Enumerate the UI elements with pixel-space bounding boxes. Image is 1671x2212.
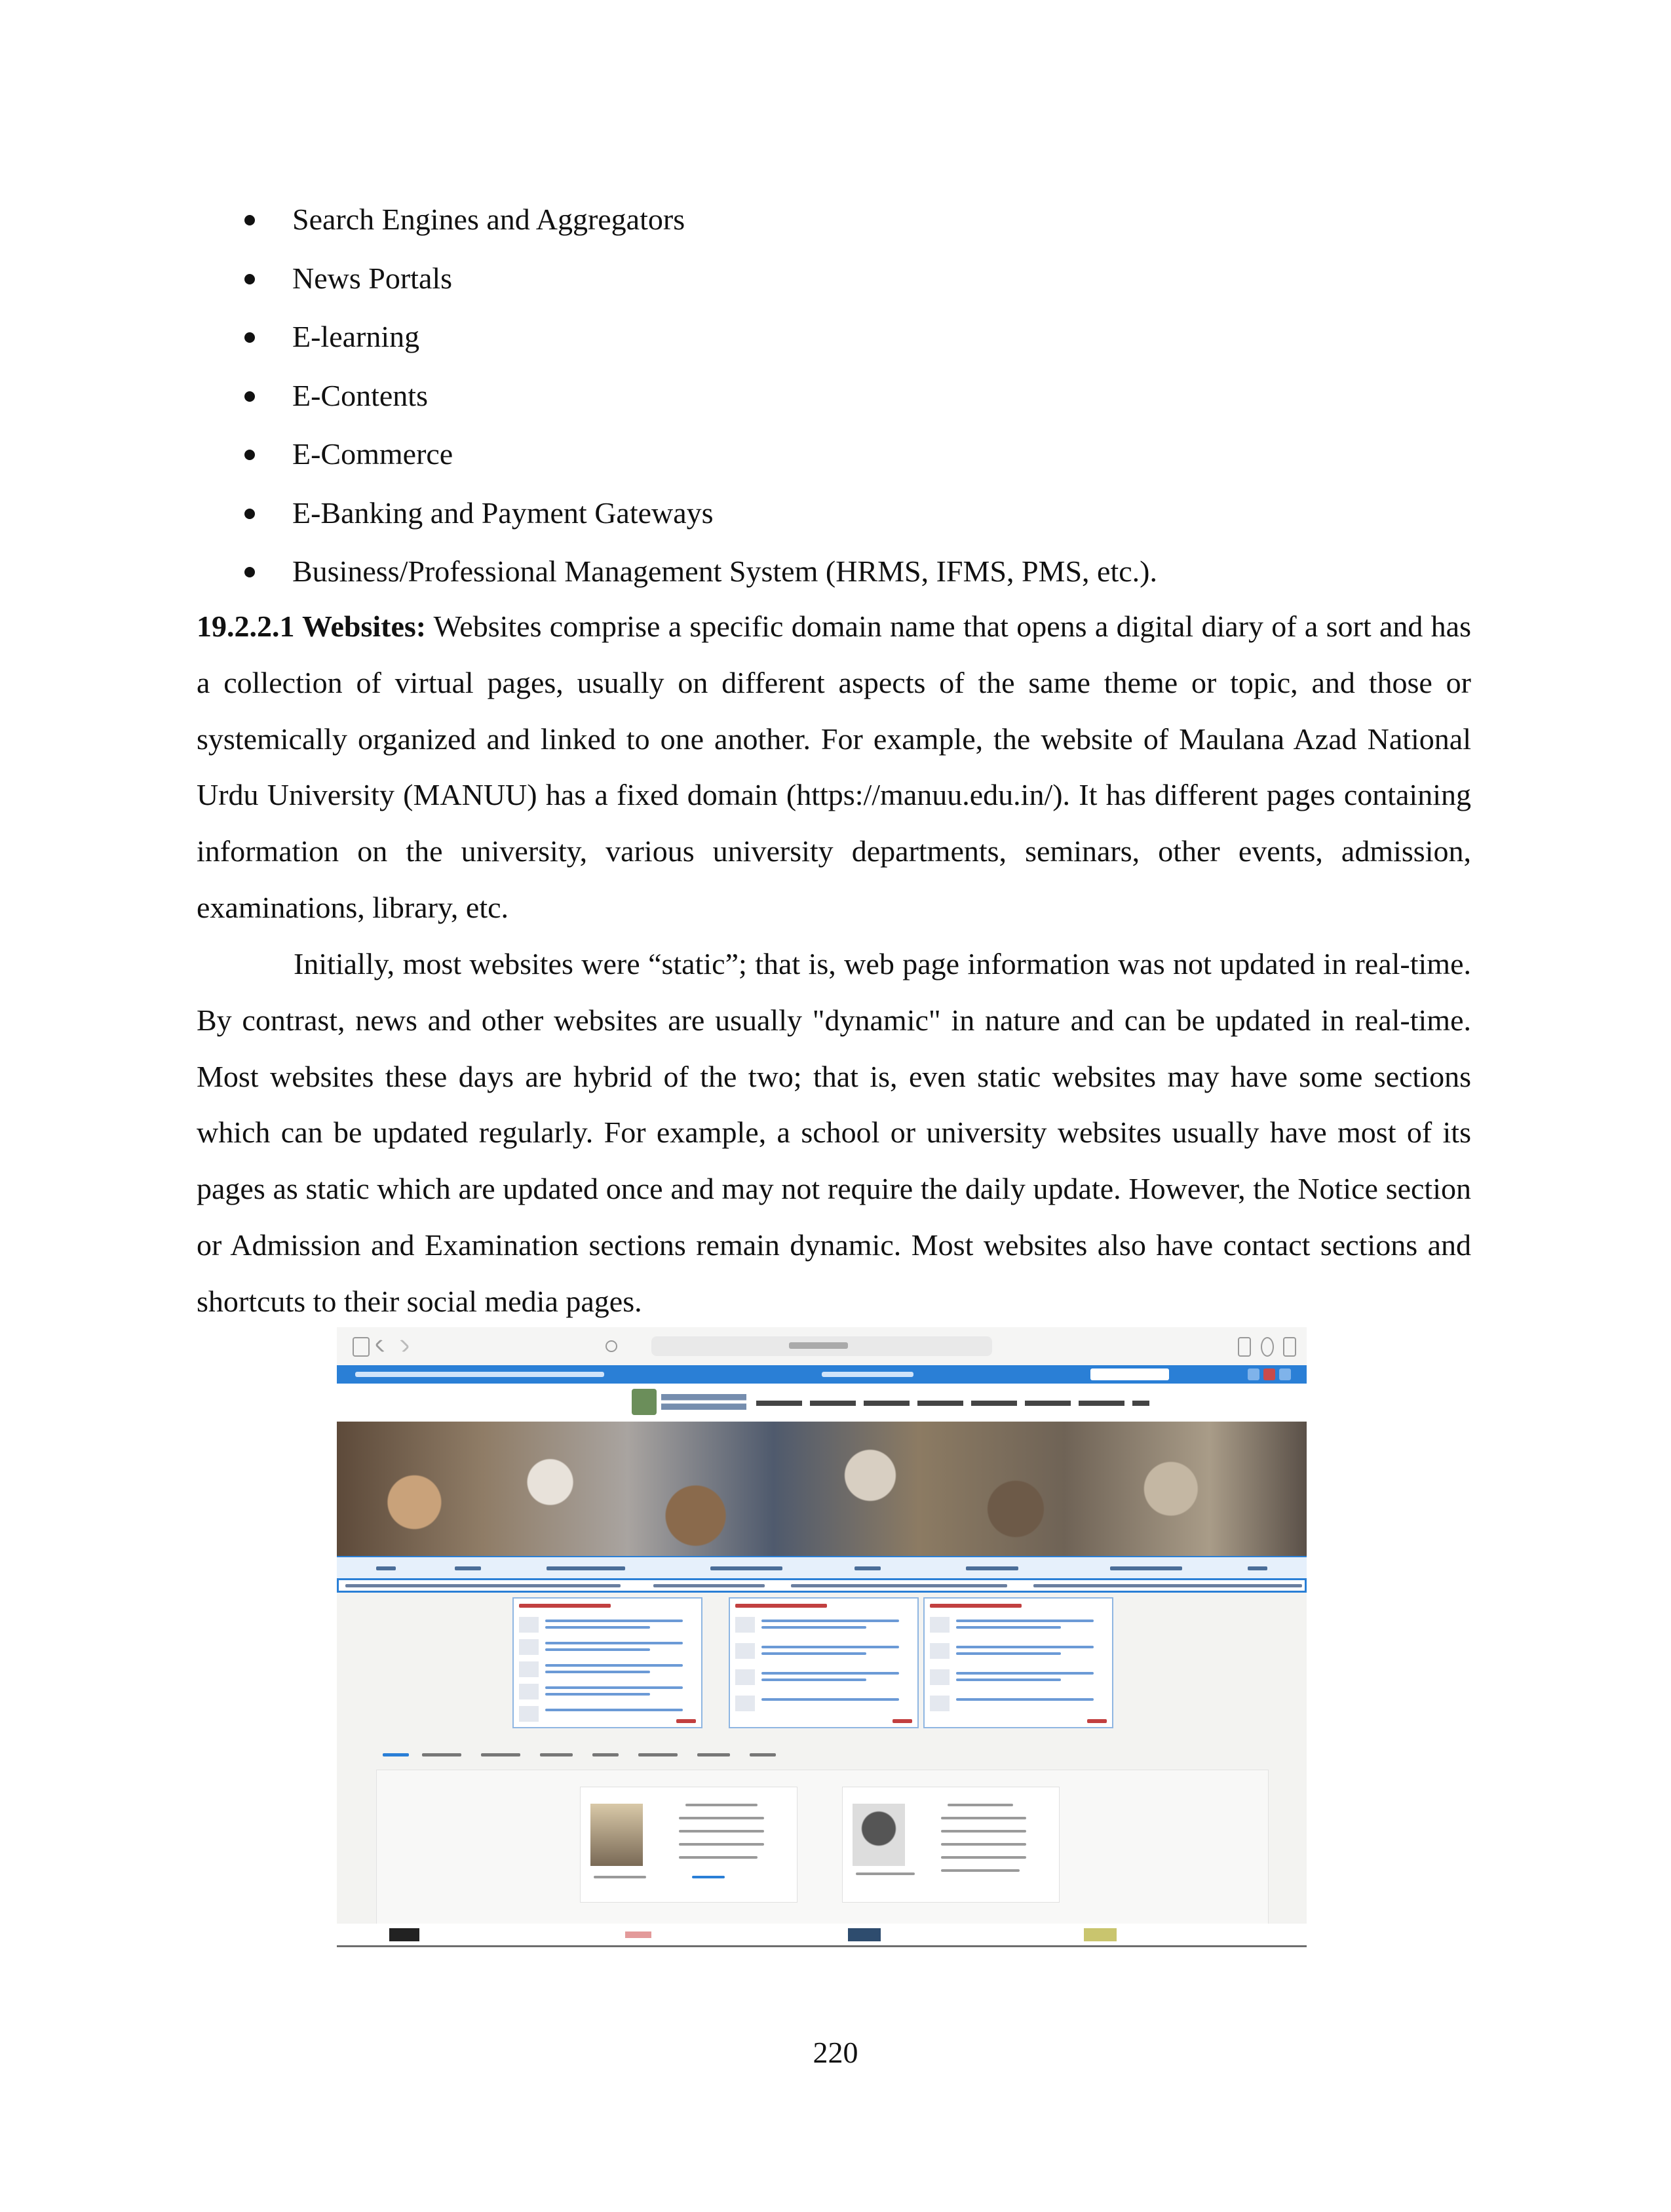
tabs-icon (1283, 1337, 1296, 1357)
site-header (337, 1384, 1307, 1422)
list-item: E-Banking and Payment Gateways (197, 484, 1507, 543)
bullet-icon (244, 332, 255, 343)
list-item: News Portals (197, 249, 1507, 308)
url-text (789, 1342, 848, 1349)
shield-icon (605, 1340, 617, 1352)
list-item: Search Engines and Aggregators (197, 190, 1507, 249)
social-icon (1248, 1368, 1259, 1380)
admission-panel (923, 1597, 1113, 1728)
partner-logo (625, 1931, 651, 1938)
top-bar-text (355, 1372, 604, 1377)
static-dynamic-paragraph: Initially, most websites were “static”; that is, web page information was not updated in real-time. By contrast, news and other websites are usually "dynamic" in nature and can be updated in real-time. Most websites these days are hybrid of the two; that is, even static websites may have some sections which can be updated regularly. For example, a school or university websites usually have most of its pages as static which are updated once and may not require the daily update. However, the Notice section or Admission and Examination sections remain dynamic. Most websites also have contact sections and shortcuts to their social media pages. (197, 947, 1471, 1318)
bullet-icon (244, 391, 255, 402)
bullet-icon (244, 567, 255, 577)
profile-card (842, 1787, 1060, 1903)
social-icon (1263, 1368, 1275, 1380)
partner-logo (1084, 1928, 1117, 1941)
share-icon (1238, 1337, 1251, 1357)
list-item: E-Commerce (197, 425, 1507, 484)
sidebar-icon (353, 1337, 370, 1357)
profile-photo (590, 1804, 643, 1866)
page-number: 220 (813, 2036, 858, 2069)
tab-strip (370, 1747, 1221, 1764)
events-panel (512, 1597, 702, 1728)
forward-icon (396, 1339, 410, 1353)
bullet-icon (244, 450, 255, 460)
profile-card (580, 1787, 797, 1903)
section-heading: 19.2.2.1 Websites: (197, 610, 427, 643)
university-name-logo (661, 1394, 746, 1410)
back-icon (375, 1339, 389, 1353)
photo-banner (337, 1422, 1307, 1556)
profile-section (376, 1770, 1269, 1925)
search-input (1090, 1368, 1169, 1380)
site-top-bar (337, 1365, 1307, 1384)
list-item: E-learning (197, 307, 1507, 366)
browser-toolbar (337, 1327, 1307, 1366)
websites-paragraph (197, 598, 1471, 936)
university-logo (632, 1389, 657, 1415)
notices-panel (729, 1597, 919, 1728)
top-bar-text (822, 1372, 913, 1377)
news-ticker (337, 1578, 1307, 1593)
main-nav (756, 1401, 1149, 1406)
bullet-icon (244, 274, 255, 284)
list-item: Business/Professional Management System (HRMS, IFMS, PMS, etc.). (197, 542, 1507, 601)
paragraph-text: Websites comprise a specific domain name that opens a digital diary of a sort and has a collection of virtual pages, usually on different aspects of the same theme or topic, and those or systemically organized and linked to one another. For example, the website of Maulana Azad National Urdu University (MANUU) has a fixed domain (https://manuu.edu.in/). It has different pages containing information on the university, various university departments, seminars, other events, admission, examinations, library, etc. (197, 610, 1471, 924)
list-item: E-Contents (197, 366, 1507, 425)
bullet-list (197, 190, 1507, 601)
quick-links-bar (337, 1556, 1307, 1581)
partner-logo (848, 1928, 881, 1941)
website-screenshot (337, 1327, 1307, 1947)
social-icon (1279, 1368, 1291, 1380)
bullet-icon (244, 215, 255, 225)
bullet-icon (244, 509, 255, 519)
add-tab-icon (1261, 1337, 1274, 1357)
partner-logo (389, 1928, 419, 1941)
partner-logos (337, 1924, 1307, 1945)
profile-photo (853, 1804, 905, 1866)
address-bar (651, 1336, 992, 1356)
